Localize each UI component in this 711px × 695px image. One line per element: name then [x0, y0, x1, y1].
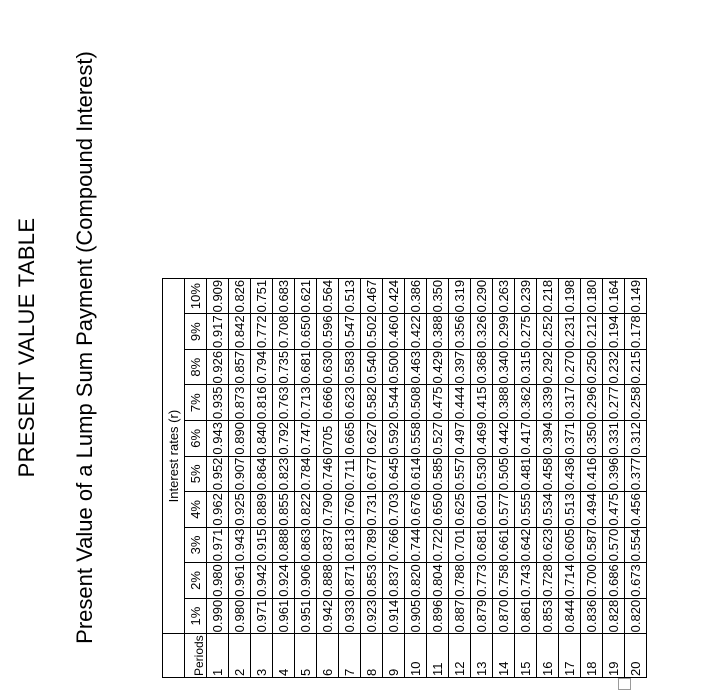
value-cell: 0.564 [317, 278, 339, 314]
value-cell: 0.326 [471, 314, 493, 350]
period-cell: 14 [493, 634, 515, 678]
value-cell: 0.436 [559, 456, 581, 492]
value-cell: 0.368 [471, 349, 493, 385]
value-cell: 0.861 [515, 598, 537, 634]
table-row [229, 278, 251, 677]
value-cell: 0.887 [449, 598, 471, 634]
value-cell: 0.232 [603, 349, 625, 385]
value-cell: 0.677 [361, 456, 383, 492]
value-cell: 0.914 [383, 598, 405, 634]
period-cell: 19 [603, 634, 625, 678]
value-cell: 0.844 [559, 598, 581, 634]
value-cell: 0.317 [559, 385, 581, 421]
period-cell: 20 [625, 634, 647, 678]
value-cell: 0.331 [603, 421, 625, 457]
value-cell: 0.339 [537, 385, 559, 421]
value-cell: 0.356 [449, 314, 471, 350]
value-cell: 0.731 [361, 492, 383, 528]
period-cell: 13 [471, 634, 493, 678]
value-cell: 0.277 [603, 385, 625, 421]
value-cell: 0.708 [273, 314, 295, 350]
value-cell: 0.212 [581, 314, 603, 350]
value-cell: 0.270 [559, 349, 581, 385]
present-value-table [162, 278, 647, 678]
value-cell: 0.500 [383, 349, 405, 385]
value-cell: 0.583 [339, 349, 361, 385]
rate-header-cell: 2% [185, 563, 207, 599]
value-cell: 0.952 [207, 456, 229, 492]
value-cell: 0.700 [581, 563, 603, 599]
value-cell: 0.417 [515, 421, 537, 457]
value-cell: 0.942 [251, 563, 273, 599]
value-cell: 0.215 [625, 349, 647, 385]
value-cell: 0.888 [317, 563, 339, 599]
value-cell: 0.422 [405, 314, 427, 350]
table-row [251, 278, 273, 677]
table-row [383, 278, 405, 677]
value-cell: 0.299 [493, 314, 515, 350]
value-cell: 0.494 [581, 492, 603, 528]
table-row [537, 278, 559, 677]
period-cell: 8 [361, 634, 383, 678]
value-cell: 0.149 [625, 278, 647, 314]
value-cell: 0.673 [625, 563, 647, 599]
value-cell: 0.585 [427, 456, 449, 492]
value-cell: 0.836 [581, 598, 603, 634]
rate-header-cell: 7% [185, 385, 207, 421]
value-cell: 0.855 [273, 492, 295, 528]
value-cell: 0.540 [361, 349, 383, 385]
table-row [493, 278, 515, 677]
value-cell: 0.760 [339, 492, 361, 528]
value-cell: 0.218 [537, 278, 559, 314]
value-cell: 0.469 [471, 421, 493, 457]
checkbox[interactable] [618, 678, 631, 690]
value-cell: 0.951 [295, 598, 317, 634]
value-cell: 0.312 [625, 421, 647, 457]
value-cell: 0.424 [383, 278, 405, 314]
value-cell: 0.508 [405, 385, 427, 421]
rates-caption-row [163, 278, 185, 677]
value-cell: 0.870 [493, 598, 515, 634]
value-cell: 0.481 [515, 456, 537, 492]
rate-header-cell: 3% [185, 527, 207, 563]
value-cell: 0.686 [603, 563, 625, 599]
value-cell: 0.416 [581, 456, 603, 492]
value-cell: 0.547 [339, 314, 361, 350]
period-cell: 17 [559, 634, 581, 678]
value-cell: 0.623 [339, 385, 361, 421]
value-cell: 0.909 [207, 278, 229, 314]
period-cell: 4 [273, 634, 295, 678]
value-cell: 0.943 [229, 527, 251, 563]
value-cell: 0.758 [493, 563, 515, 599]
value-cell: 0.475 [603, 492, 625, 528]
table-row [449, 278, 471, 677]
table-row [427, 278, 449, 677]
value-cell: 0.645 [383, 456, 405, 492]
period-cell: 1 [207, 634, 229, 678]
value-cell: 0.962 [207, 492, 229, 528]
value-cell: 0.789 [361, 527, 383, 563]
value-cell: 0.906 [295, 563, 317, 599]
rate-header-cell: 9% [185, 314, 207, 350]
value-cell: 0.842 [229, 314, 251, 350]
value-cell: 0.853 [537, 598, 559, 634]
value-cell: 0705 [317, 421, 339, 457]
value-cell: 0.942 [317, 598, 339, 634]
value-cell: 0.275 [515, 314, 537, 350]
value-cell: 0.804 [427, 563, 449, 599]
value-cell: 0.857 [229, 349, 251, 385]
value-cell: 0.582 [361, 385, 383, 421]
value-cell: 0.650 [295, 314, 317, 350]
page-title: PRESENT VALUE TABLE [14, 217, 39, 478]
value-cell: 0.386 [405, 278, 427, 314]
value-cell: 0.614 [405, 456, 427, 492]
value-cell: 0.315 [515, 349, 537, 385]
value-cell: 0.890 [229, 421, 251, 457]
period-cell: 16 [537, 634, 559, 678]
table-row [207, 278, 229, 677]
value-cell: 0.773 [471, 563, 493, 599]
value-cell: 0.792 [273, 421, 295, 457]
value-cell: 0.784 [295, 456, 317, 492]
value-cell: 0.772 [251, 314, 273, 350]
value-cell: 0.623 [537, 527, 559, 563]
period-cell: 18 [581, 634, 603, 678]
value-cell: 0.683 [273, 278, 295, 314]
value-cell: 0.763 [273, 385, 295, 421]
value-cell: 0.558 [405, 421, 427, 457]
value-cell: 0.377 [625, 456, 647, 492]
value-cell: 0.746 [317, 456, 339, 492]
value-cell: 0.873 [229, 385, 251, 421]
value-cell: 0.630 [317, 349, 339, 385]
value-cell: 0.394 [537, 421, 559, 457]
value-cell: 0.822 [295, 492, 317, 528]
value-cell: 0.587 [581, 527, 603, 563]
value-cell: 0.971 [207, 527, 229, 563]
value-cell: 0.194 [603, 314, 625, 350]
value-cell: 0.513 [339, 278, 361, 314]
value-cell: 0.790 [317, 492, 339, 528]
value-cell: 0.980 [229, 598, 251, 634]
value-cell: 0.513 [559, 492, 581, 528]
value-cell: 0.458 [537, 456, 559, 492]
value-cell: 0.429 [427, 349, 449, 385]
value-cell: 0.497 [449, 421, 471, 457]
period-cell: 5 [295, 634, 317, 678]
value-cell: 0.714 [559, 563, 581, 599]
value-cell: 0.823 [273, 456, 295, 492]
value-cell: 0.853 [361, 563, 383, 599]
value-cell: 0.444 [449, 385, 471, 421]
value-cell: 0.722 [427, 527, 449, 563]
value-cell: 0.820 [625, 598, 647, 634]
value-cell: 0.252 [537, 314, 559, 350]
header-corner-cell [163, 634, 185, 678]
table-row [339, 278, 361, 677]
value-cell: 0.925 [229, 492, 251, 528]
value-cell: 0.371 [559, 421, 581, 457]
value-cell: 0.388 [493, 385, 515, 421]
value-cell: 0.290 [471, 278, 493, 314]
table-row [471, 278, 493, 677]
rates-row [185, 278, 207, 677]
value-cell: 0.554 [625, 527, 647, 563]
value-cell: 0.601 [471, 492, 493, 528]
value-cell: 0.570 [603, 527, 625, 563]
value-cell: 0.650 [427, 492, 449, 528]
value-cell: 0.915 [251, 527, 273, 563]
period-cell: 12 [449, 634, 471, 678]
value-cell: 0.415 [471, 385, 493, 421]
value-cell: 0.676 [405, 492, 427, 528]
value-cell: 0.666 [317, 385, 339, 421]
value-cell: 0.642 [515, 527, 537, 563]
value-cell: 0.592 [383, 421, 405, 457]
value-cell: 0.701 [449, 527, 471, 563]
value-cell: 0.555 [515, 492, 537, 528]
value-cell: 0.980 [207, 563, 229, 599]
value-cell: 0.889 [251, 492, 273, 528]
rate-header-cell: 10% [185, 278, 207, 314]
value-cell: 0.735 [273, 349, 295, 385]
value-cell: 0.180 [581, 278, 603, 314]
value-cell: 0.258 [625, 385, 647, 421]
value-cell: 0.747 [295, 421, 317, 457]
value-cell: 0.935 [207, 385, 229, 421]
value-cell: 0.933 [339, 598, 361, 634]
value-cell: 0.505 [493, 456, 515, 492]
value-cell: 0.923 [361, 598, 383, 634]
table-row [361, 278, 383, 677]
rates-header: Interest rates (r) [163, 278, 185, 633]
value-cell: 0.743 [515, 563, 537, 599]
value-cell: 0.397 [449, 349, 471, 385]
value-cell: 0.837 [383, 563, 405, 599]
period-cell: 2 [229, 634, 251, 678]
value-cell: 0.557 [449, 456, 471, 492]
value-cell: 0.943 [207, 421, 229, 457]
rate-header-cell: 6% [185, 421, 207, 457]
table-row [317, 278, 339, 677]
period-cell: 6 [317, 634, 339, 678]
value-cell: 0.239 [515, 278, 537, 314]
value-cell: 0.665 [339, 421, 361, 457]
value-cell: 0.744 [405, 527, 427, 563]
value-cell: 0.711 [339, 456, 361, 492]
value-cell: 0.751 [251, 278, 273, 314]
value-cell: 0.828 [603, 598, 625, 634]
periods-header: Periods [185, 634, 207, 678]
period-cell: 11 [427, 634, 449, 678]
value-cell: 0.924 [273, 563, 295, 599]
value-cell: 0.502 [361, 314, 383, 350]
value-cell: 0.907 [229, 456, 251, 492]
value-cell: 0.263 [493, 278, 515, 314]
value-cell: 0.178 [625, 314, 647, 350]
value-cell: 0.292 [537, 349, 559, 385]
value-cell: 0.296 [581, 385, 603, 421]
table-row [273, 278, 295, 677]
value-cell: 0.460 [383, 314, 405, 350]
rate-header-cell: 8% [185, 349, 207, 385]
value-cell: 0.340 [493, 349, 515, 385]
value-cell: 0.319 [449, 278, 471, 314]
value-cell: 0.961 [229, 563, 251, 599]
value-cell: 0.534 [537, 492, 559, 528]
value-cell: 0.788 [449, 563, 471, 599]
value-cell: 0.816 [251, 385, 273, 421]
value-cell: 0.442 [493, 421, 515, 457]
table-row [625, 278, 647, 677]
page-subtitle: Present Value of a Lump Sum Payment (Compound Interest) [72, 51, 97, 644]
table-row [581, 278, 603, 677]
value-cell: 0.871 [339, 563, 361, 599]
value-cell: 0.350 [427, 278, 449, 314]
value-cell: 0.794 [251, 349, 273, 385]
value-cell: 0.350 [581, 421, 603, 457]
value-cell: 0.231 [559, 314, 581, 350]
value-cell: 0.864 [251, 456, 273, 492]
value-cell: 0.703 [383, 492, 405, 528]
value-cell: 0.926 [207, 349, 229, 385]
period-cell: 3 [251, 634, 273, 678]
rate-header-cell: 4% [185, 492, 207, 528]
value-cell: 0.766 [383, 527, 405, 563]
period-cell: 7 [339, 634, 361, 678]
table-header [163, 278, 207, 677]
value-cell: 0.198 [559, 278, 581, 314]
rate-header-cell: 5% [185, 456, 207, 492]
value-cell: 0.917 [207, 314, 229, 350]
value-cell: 0.164 [603, 278, 625, 314]
value-cell: 0.888 [273, 527, 295, 563]
value-cell: 0.813 [339, 527, 361, 563]
value-cell: 0.879 [471, 598, 493, 634]
value-cell: 0.990 [207, 598, 229, 634]
value-cell: 0.627 [361, 421, 383, 457]
table-row [515, 278, 537, 677]
value-cell: 0.961 [273, 598, 295, 634]
rate-header-cell: 1% [185, 598, 207, 634]
value-cell: 0.905 [405, 598, 427, 634]
value-cell: 0.621 [295, 278, 317, 314]
value-cell: 0.625 [449, 492, 471, 528]
period-cell: 10 [405, 634, 427, 678]
value-cell: 0.840 [251, 421, 273, 457]
value-cell: 0.396 [603, 456, 625, 492]
value-cell: 0.820 [405, 563, 427, 599]
value-cell: 0.681 [471, 527, 493, 563]
value-cell: 0.971 [251, 598, 273, 634]
value-cell: 0.544 [383, 385, 405, 421]
value-cell: 0.456 [625, 492, 647, 528]
period-cell: 15 [515, 634, 537, 678]
value-cell: 0.467 [361, 278, 383, 314]
value-cell: 0.596 [317, 314, 339, 350]
value-cell: 0.896 [427, 598, 449, 634]
period-cell: 9 [383, 634, 405, 678]
value-cell: 0.713 [295, 385, 317, 421]
value-cell: 0.605 [559, 527, 581, 563]
value-cell: 0.826 [229, 278, 251, 314]
value-cell: 0.577 [493, 492, 515, 528]
value-cell: 0.362 [515, 385, 537, 421]
value-cell: 0.530 [471, 456, 493, 492]
table-body [207, 278, 647, 677]
table-row [405, 278, 427, 677]
value-cell: 0.463 [405, 349, 427, 385]
value-cell: 0.661 [493, 527, 515, 563]
value-cell: 0.250 [581, 349, 603, 385]
table-row [295, 278, 317, 677]
value-cell: 0.388 [427, 314, 449, 350]
value-cell: 0.527 [427, 421, 449, 457]
value-cell: 0.837 [317, 527, 339, 563]
table-row [559, 278, 581, 677]
value-cell: 0.681 [295, 349, 317, 385]
table-row [603, 278, 625, 677]
value-cell: 0.728 [537, 563, 559, 599]
value-cell: 0.475 [427, 385, 449, 421]
value-cell: 0.863 [295, 527, 317, 563]
